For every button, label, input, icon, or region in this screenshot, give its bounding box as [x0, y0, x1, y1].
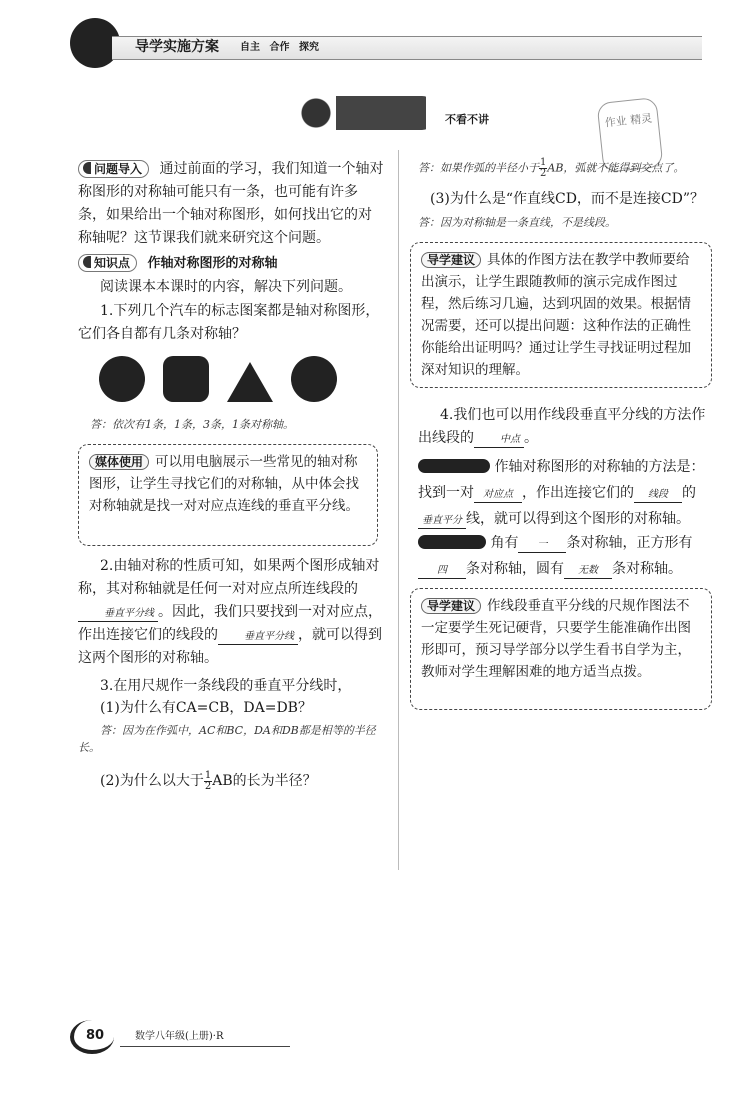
question-4-blank: 中点 — [474, 432, 524, 448]
tag-dot-icon — [83, 256, 91, 268]
advice-box-1 — [410, 242, 712, 388]
fraction-answer-denominator: 2 — [540, 168, 547, 179]
exercise-text-1: 角有 — [490, 535, 519, 551]
question-2-text-3: ，就可以得到这两个图形的对称轴。 — [78, 627, 382, 666]
intro-text: 通过前面的学习，我们知道一个轴对称图形的对称轴可能只有一条，也可能有许多条，如果给出一个轴对称图形，如何找出它的对称轴呢？这节课我们就来研究这个问题。 — [78, 161, 384, 246]
summary-text-1: 作轴对称图形的对称轴的方法是：找到一对 — [418, 459, 705, 501]
knowledge-heading — [78, 252, 384, 275]
media-box — [78, 444, 378, 546]
car-logos — [90, 356, 380, 406]
question-2-text-1: 2.由轴对称的性质可知，如果两个图形成轴对称，其对称轴就是任何一对对应点所连线段的 — [78, 558, 380, 597]
answer-3-2-text-1: 答：如果作弧的半径小于 — [418, 161, 539, 175]
question-4-text-1: 4.我们也可以用作线段垂直平分线的方法作出线段的 — [418, 407, 706, 446]
fraction-denominator: 2 — [204, 780, 212, 792]
column-divider — [398, 150, 399, 870]
intro-paragraph — [78, 158, 384, 250]
question-3-2-text-2: AB的长为半径？ — [212, 773, 317, 789]
knowledge-tag — [78, 254, 137, 272]
summary-blank-1: 对应点 — [474, 487, 522, 503]
tag-dot-icon — [83, 162, 91, 174]
fraction — [204, 771, 212, 792]
question-3-2-text-1: (2)为什么以大于 — [100, 773, 204, 789]
question-3-3-answer: 答：因为对称轴是一条直线，不是线段。 — [418, 216, 616, 229]
summary-text-2: ，作出连接它们的 — [522, 485, 634, 501]
summary-tag-graphic — [418, 459, 490, 473]
media-label: 媒体使用 — [89, 454, 149, 470]
knowledge-tag-label: 知识点 — [94, 256, 131, 270]
footer-rule — [120, 1046, 290, 1047]
question-1-answer: 答：依次有1条，1条，3条，1条对称轴。 — [90, 418, 294, 431]
read-text: 阅读课本本课时的内容，解决下列问题。 — [100, 279, 352, 295]
question-3-1-answer: 答：因为在作弧中，AC和BC，DA和DB都是相等的半径长。 — [78, 724, 376, 754]
media-text: 可以用电脑展示一些常见的轴对称图形，让学生寻找它们的对称轴，从中体会找对称轴就是找一对对应点连线的垂直平分线。 — [89, 454, 359, 514]
advice-1-label: 导学建议 — [421, 252, 481, 268]
fraction-answer-numerator: 1 — [540, 157, 547, 168]
summary-text-4: 线，就可以得到这个图形的对称轴。 — [466, 511, 690, 527]
intro-tag-label: 问题导入 — [94, 162, 143, 176]
question-3: 3.在用尺规作一条线段的垂直平分线时， — [100, 678, 352, 694]
question-2 — [78, 555, 384, 670]
footer-book-title: 数学八年级(上册)·R — [135, 1031, 224, 1042]
stamp-text: 作业 精灵 — [604, 111, 653, 130]
exercise — [418, 530, 714, 582]
exercise-blank-3: 无数 — [564, 563, 612, 579]
question-4 — [418, 404, 714, 450]
exercise-text-4: 条对称轴。 — [612, 561, 682, 577]
section-banner-text: 不看不讲 — [445, 113, 489, 126]
question-1: 1.下列几个汽车的标志图案都是轴对称图形，它们各自都有几条对称轴？ — [78, 303, 380, 342]
honda-logo-icon — [163, 356, 209, 402]
exercise-text-3: 条对称轴，圆有 — [466, 561, 564, 577]
exercise-tag-graphic — [418, 535, 486, 549]
question-2-blank-1: 垂直平分线 — [78, 606, 158, 622]
summary-text-3: 的 — [682, 485, 696, 501]
intro-tag — [78, 160, 149, 178]
advice-2-text: 作线段垂直平分线的尺规作图法不一定要学生死记硬背，只要学生能准确作出图形即可，预习导学部分以学生看书自学为主，教师对学生理解困难的地方适当点拨。 — [421, 598, 691, 680]
header-subtitle: 自主 合作 探究 — [240, 42, 319, 53]
summary-blank-3: 垂直平分 — [418, 513, 466, 529]
volkswagen-logo-icon — [99, 356, 145, 402]
summary-blank-2: 线段 — [634, 487, 682, 503]
exercise-blank-1: 一 — [518, 537, 566, 553]
header-title: 导学实施方案 — [135, 39, 219, 55]
question-3-1: (1)为什么有CA=CB，DA=DB？ — [100, 700, 312, 716]
faw-logo-icon — [291, 356, 337, 402]
answer-3-2-text-2: AB，弧就不能得到交点了。 — [547, 161, 685, 175]
advice-box-2 — [410, 588, 712, 710]
question-3-2-answer — [418, 158, 714, 179]
question-4-text-2: 。 — [524, 430, 538, 446]
question-2-blank-2: 垂直平分线 — [218, 629, 298, 645]
exercise-blank-2: 四 — [418, 563, 466, 579]
knowledge-title: 作轴对称图形的对称轴 — [147, 256, 278, 271]
advice-2-label: 导学建议 — [421, 598, 481, 614]
advice-1-text: 具体的作图方法在教学中教师要给出演示，让学生跟随教师的演示完成作图过程，然后练习几遍，达到巩固的效果。根据情况需要，还可以提出问题：这种作法的正确性你能给出证明吗？通过让学生寻找证明过程加深对知识的理解。 — [421, 252, 691, 378]
question-2-text-2: 。因此，我们只要找到一对对应点，作出连接它们的线段的 — [78, 604, 382, 643]
fraction-numerator: 1 — [204, 769, 212, 781]
question-3-3: (3)为什么是“作直线CD，而不是连接CD”？ — [430, 191, 705, 207]
exercise-text-2: 条对称轴，正方形有 — [566, 535, 693, 551]
question-3-2 — [100, 770, 384, 793]
page-number: 80 — [86, 1028, 105, 1043]
mitsubishi-logo-icon — [227, 362, 273, 402]
section-banner-graphic — [286, 96, 436, 130]
summary — [418, 454, 714, 532]
